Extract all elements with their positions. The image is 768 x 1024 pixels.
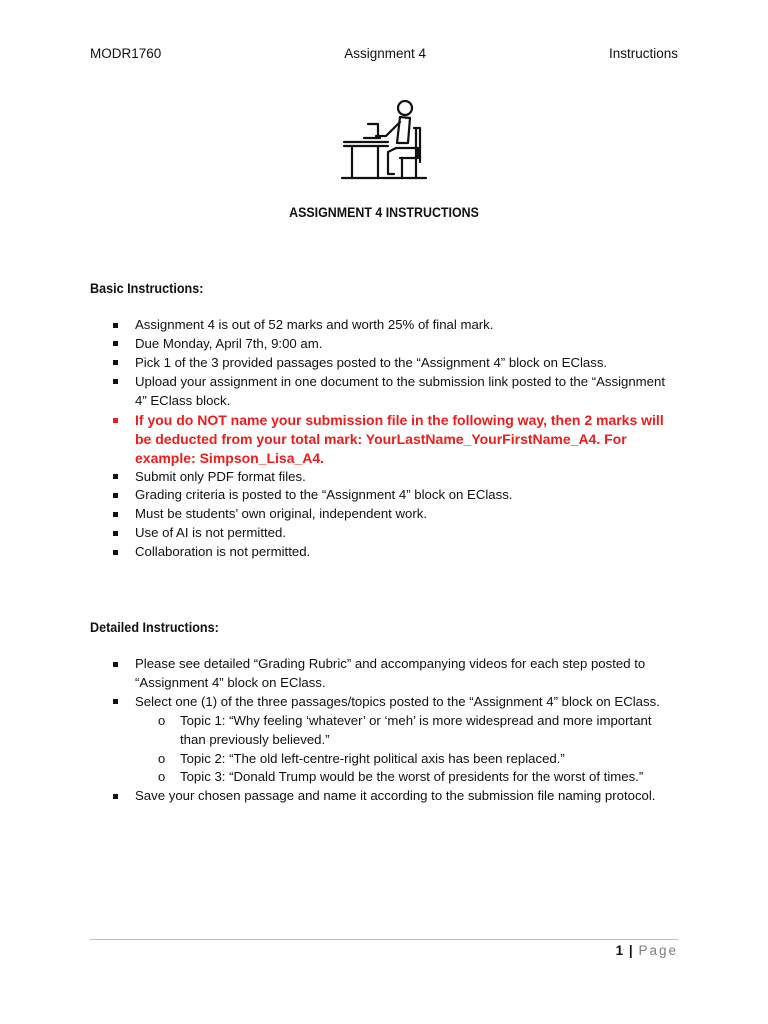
list-item-text: Select one (1) of the three passages/topics posted to the “Assignment 4” block on EClass. <box>135 693 660 709</box>
page-label: Page <box>638 943 678 958</box>
topic-item <box>135 712 680 750</box>
page-footer <box>616 943 678 958</box>
topic-item <box>135 750 680 769</box>
list-item: Use of AI is not permitted. <box>90 524 680 543</box>
list-item: Pick 1 of the 3 provided passages posted to the “Assignment 4” block on EClass. <box>90 354 680 373</box>
person-at-desk-laptop-icon <box>340 98 428 182</box>
file-naming-warning: If you do NOT name your submission file in the following way, then 2 marks will be deducted from your total mark: YourLastName_YourFirstName_A4. For example: Simpson_Lisa_A4. <box>90 411 680 468</box>
list-item: Upload your assignment in one document to the submission link posted to the “Assignment 4” EClass block. <box>90 373 680 411</box>
list-item: Submit only PDF format files. <box>90 468 680 487</box>
circle-bullet-icon: o <box>158 750 166 766</box>
list-item: Assignment 4 is out of 52 marks and worth 25% of final mark. <box>90 316 680 335</box>
list-item: Grading criteria is posted to the “Assignment 4” block on EClass. <box>90 486 680 505</box>
topic-text: Topic 2: “The old left-centre-right political axis has been replaced.” <box>180 750 565 766</box>
basic-instructions-heading: Basic Instructions: <box>90 280 204 296</box>
header-assignment: Assignment 4 <box>344 46 427 61</box>
footer-divider <box>90 939 678 940</box>
circle-bullet-icon: o <box>158 769 166 785</box>
page-number: 1 <box>615 943 624 958</box>
header-course-code: MODR1760 <box>90 46 162 61</box>
topic-item <box>135 768 680 787</box>
basic-instructions-list <box>90 316 680 562</box>
topic-text: Topic 3: “Donald Trump would be the worst of presidents for the worst of times.” <box>180 769 644 785</box>
list-item: Please see detailed “Grading Rubric” and accompanying videos for each step posted to “Assignment 4” block on EClass. <box>90 655 680 693</box>
page-header <box>90 46 678 61</box>
detailed-instructions-list <box>90 655 680 806</box>
list-item: Must be students’ own original, independent work. <box>90 505 680 524</box>
header-doc-type: Instructions <box>608 46 678 61</box>
document-title: ASSIGNMENT 4 INSTRUCTIONS <box>289 205 479 220</box>
list-item: Collaboration is not permitted. <box>90 543 680 562</box>
list-item <box>90 693 680 788</box>
circle-bullet-icon: o <box>158 712 166 728</box>
list-item: Due Monday, April 7th, 9:00 am. <box>90 335 680 354</box>
footer-separator: | <box>628 943 633 958</box>
topic-list <box>135 712 680 788</box>
detailed-instructions-heading: Detailed Instructions: <box>90 619 219 635</box>
topic-text: Topic 1: “Why feeling ‘whatever’ or ‘meh’ is more widespread and more important than previously believed.” <box>180 712 652 747</box>
list-item: Save your chosen passage and name it according to the submission file naming protocol. <box>90 787 680 806</box>
